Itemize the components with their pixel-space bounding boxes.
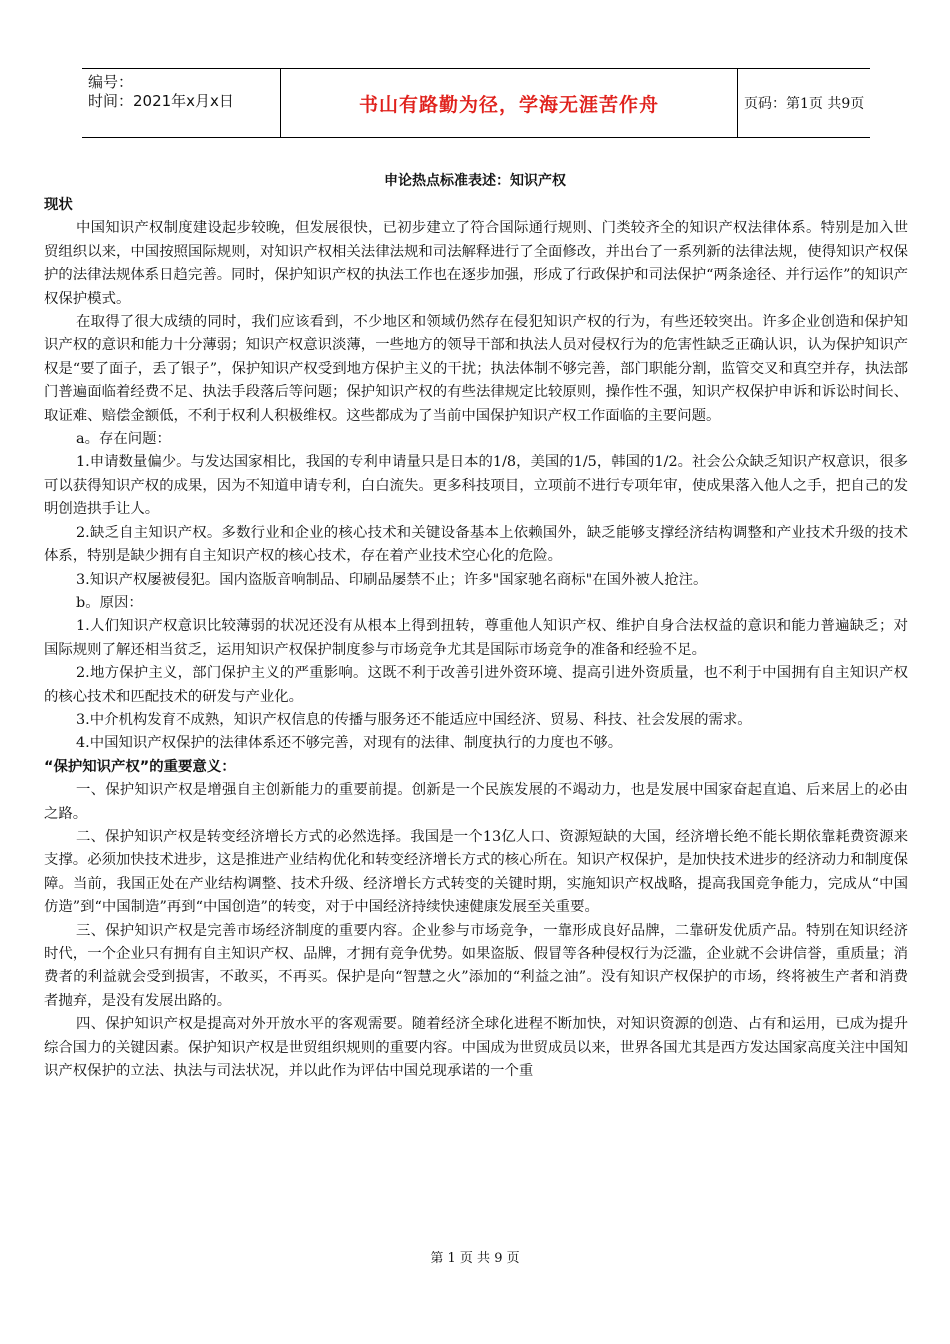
header-page-info: 页码：第1页 共9页 [744, 96, 865, 112]
list-item: 2.地方保护主义，部门保护主义的严重影响。这既不利于改善引进外资环境、提高引进外资质量，也不利于中国拥有自主知识产权的核心技术和匹配技术的研发与产业化。 [44, 665, 908, 705]
list-item: 1.申请数量偏少。与发达国家相比，我国的专利申请量只是日本的1/8，美国的1/5，韩国的1/2。社会公众缺乏知识产权意识，很多可以获得知识产权的成果，因为不知道申请专利，白白流失。更多科技项目，立项前不进行专项年审，使成果落入他人之手，把自己的发明创造拱手让人。 [44, 454, 908, 518]
paragraph: 在取得了很大成绩的同时，我们应该看到，不少地区和领域仍然存在侵犯知识产权的行为，有些还较突出。许多企业创造和保护知识产权的意识和能力十分薄弱；知识产权意识淡薄，一些地方的领导干部和执法人员对侵权行为的危害性缺乏正确认识，认为保护知识产权是“要了面子，丢了银子”，保护知识产权受到地方保护主义的干扰；执法体制不够完善，部门职能分割，监管交叉和真空并存，执法部门普遍面临着经费不足、执法手段落后等问题；保护知识产权的有些法律规定比较原则，操作性不强，知识产权保护申诉和诉讼时间长、取证难、赔偿金额低，不利于权利人积极维权。这些都成为了当前中国保护知识产权工作面临的主要问题。 [44, 314, 908, 424]
section-heading-status: 现状 [44, 197, 73, 213]
paragraph: 四、保护知识产权是提高对外开放水平的客观需要。随着经济全球化进程不断加快，对知识资源的创造、占有和运用，已成为提升综合国力的关键因素。保护知识产权是世贸组织规则的重要内容。中国成为世贸成员以来，世界各国尤其是西方发达国家高度关注中国知识产权保护的立法、执法与司法状况，并以此作为评估中国兑现承诺的一个重 [44, 1016, 908, 1080]
list-item: 2.缺乏自主知识产权。多数行业和企业的核心技术和关键设备基本上依赖国外，缺乏能够支撑经济结构调整和产业技术升级的技术体系，特别是缺少拥有自主知识产权的核心技术，存在着产业技术空心化的危险。 [44, 524, 908, 565]
document-time-label: 时间：2021年x月x日 [88, 92, 234, 110]
document-title: 申论热点标准表述：知识产权 [384, 173, 566, 189]
list-item: 1.人们知识产权意识比较薄弱的状况还没有从根本上得到扭转，尊重他人知识产权、维护自身合法权益的意识和能力普遍缺乏；对国际规则了解还相当贫乏，运用知识产权保护制度参与市场竞争尤其是国际市场竞争的准备和经验不足。 [44, 618, 908, 658]
header-motto: 书山有路勤为径，学海无涯苦作舟 [358, 93, 659, 116]
paragraph: 三、保护知识产权是完善市场经济制度的重要内容。企业参与市场竞争，一靠形成良好品牌，二靠研发优质产品。特别在知识经济时代，一个企业只有拥有自主知识产权、品牌，才拥有竞争优势。如果盗版、假冒等各种侵权行为泛滥，企业就不会讲信誉，重质量；消费者的利益就会受到损害，不敢买，不再买。保护是向“智慧之火”添加的“利益之油”。没有知识产权保护的市场，终将被生产者和消费者抛弃，是没有发展出路的。 [44, 922, 908, 1009]
page-header [82, 68, 870, 138]
subheading-reasons: b。原因： [76, 594, 143, 611]
list-item: 3.中介机构发育不成熟，知识产权信息的传播与服务还不能适应中国经济、贸易、科技、社会发展的需求。 [76, 711, 752, 728]
paragraph: 一、保护知识产权是增强自主创新能力的重要前提。创新是一个民族发展的不竭动力，也是发展中国家奋起直追、后来居上的必由之路。 [44, 782, 908, 822]
list-item: 4.中国知识产权保护的法律体系还不够完善，对现有的法律、制度执行的力度也不够。 [76, 735, 623, 752]
page-footer: 第 1 页 共 9 页 [430, 1251, 520, 1266]
header-motto-cell [280, 69, 738, 137]
document-body [44, 194, 908, 1083]
header-meta [82, 69, 280, 137]
subheading-problems: a。存在问题： [76, 431, 171, 448]
document-number-label: 编号： [88, 73, 134, 91]
paragraph: 二、保护知识产权是转变经济增长方式的必然选择。我国是一个13亿人口、资源短缺的大国，经济增长绝不能长期依靠耗费资源来支撑。必须加快技术进步，这是推进产业结构优化和转变经济增长方式的核心所在。知识产权保护，是加快技术进步的经济动力和制度保障。当前，我国正处在产业结构调整、技术升级、经济增长方式转变的关键时期，实施知识产权战略，提高我国竞争能力，完成从“中国仿造”到“中国制造”再到“中国创造”的转变，对于中国经济持续快速健康发展至关重要。 [44, 828, 908, 916]
paragraph: 中国知识产权制度建设起步较晚，但发展很快，已初步建立了符合国际通行规则、门类较齐全的知识产权法律体系。特别是加入世贸组织以来，中国按照国际规则，对知识产权相关法律法规和司法解释进行了全面修改，并出台了一系列新的法律法规，使得知识产权保护的法律法规体系日趋完善。同时，保护知识产权的执法工作也在逐步加强，形成了行政保护和司法保护“两条途径、并行运作”的知识产权保护模式。 [44, 220, 908, 307]
section-heading-significance: “保护知识产权”的重要意义： [44, 758, 236, 775]
list-item: 3.知识产权屡被侵犯。国内盗版音响制品、印刷品屡禁不止；许多"国家驰名商标"在国外被人抢注。 [76, 571, 708, 588]
